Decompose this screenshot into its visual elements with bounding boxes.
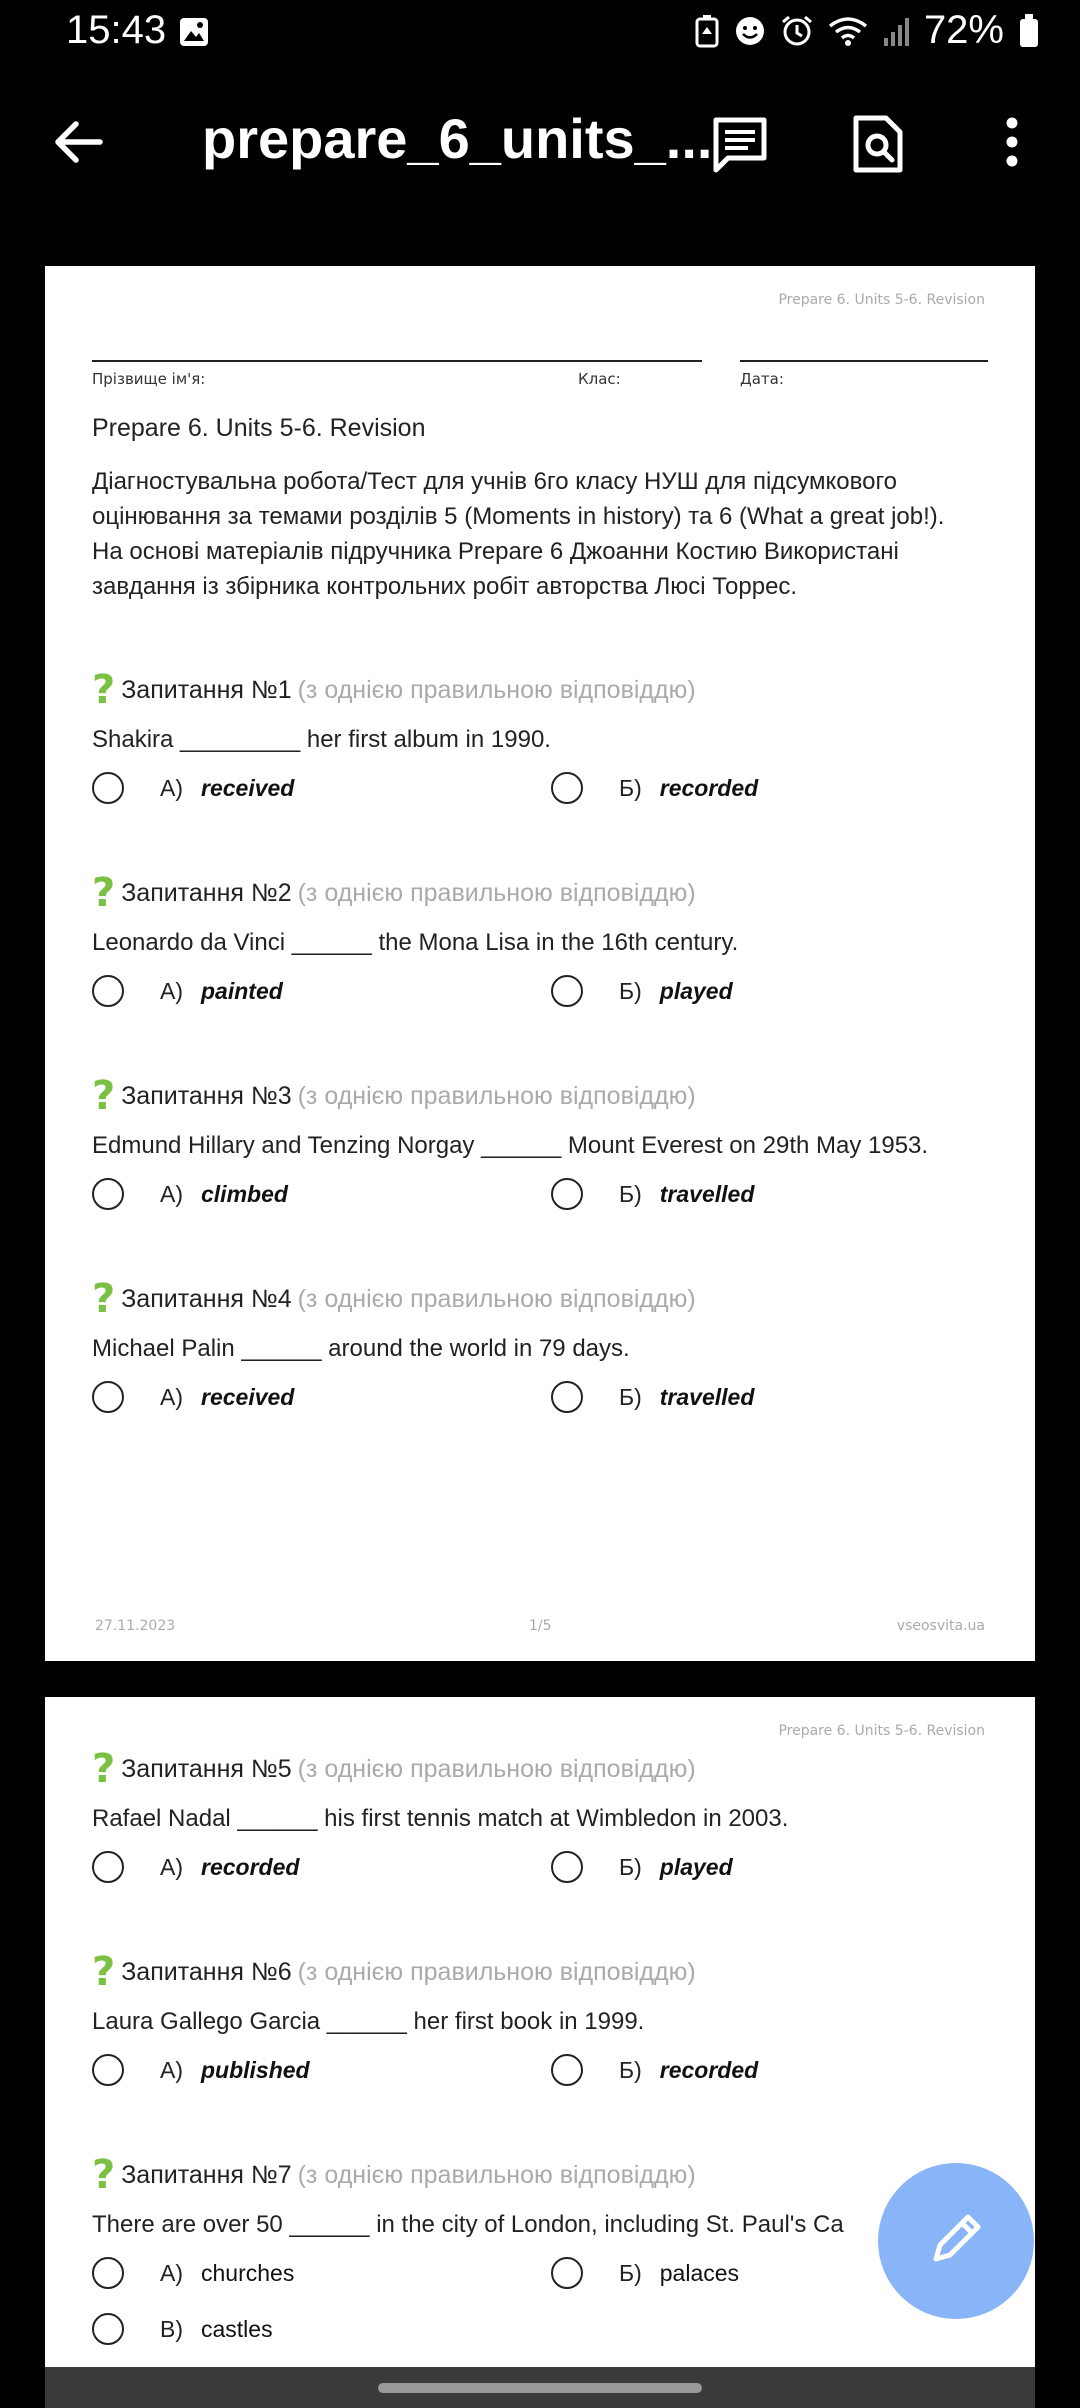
question-6: [92, 1949, 1012, 2098]
answer-option-a[interactable]: [92, 1381, 294, 1413]
radio-button[interactable]: [551, 1381, 583, 1413]
wifi-icon: [828, 14, 868, 48]
question-mark-icon: ?: [92, 667, 116, 713]
question-text: Leonardo da Vinci ______ the Mona Lisa in the 16th century.: [92, 929, 739, 956]
question-mark-icon: ?: [92, 1746, 116, 1792]
option-text: received: [201, 774, 295, 801]
question-title: Запитання №4: [121, 1284, 292, 1313]
page-header: Prepare 6. Units 5-6. Revision: [778, 1723, 985, 1739]
radio-button[interactable]: [92, 1851, 124, 1883]
option-letter: Б): [619, 1180, 642, 1207]
option-letter: А): [160, 977, 183, 1004]
option-text: palaces: [659, 2259, 740, 2286]
question-mark-icon: ?: [92, 870, 116, 916]
radio-button[interactable]: [92, 1381, 124, 1413]
answer-option-b[interactable]: [551, 975, 733, 1007]
question-title: Запитання №1: [121, 675, 292, 704]
question-1: [92, 667, 1012, 816]
question-hint: (з однією правильною відповіддю): [297, 675, 696, 704]
image-notification-icon: [178, 16, 210, 53]
answer-option-b[interactable]: [551, 2257, 739, 2289]
question-mark-icon: ?: [92, 1276, 116, 1322]
question-hint: (з однією правильною відповіддю): [297, 1284, 696, 1313]
footer-date: 27.11.2023: [95, 1618, 176, 1634]
document-title: prepare_6_units_...: [202, 107, 713, 170]
question-text: Rafael Nadal ______ his first tennis match at Wimbledon in 2003.: [92, 1805, 789, 1832]
footer-site: vseosvita.ua: [896, 1618, 985, 1634]
more-options-icon[interactable]: [1000, 116, 1024, 173]
question-text: Michael Palin ______ around the world in 79 days.: [92, 1335, 630, 1362]
option-text: travelled: [659, 1180, 755, 1207]
question-hint: (з однією правильною відповіддю): [297, 1957, 696, 1986]
radio-button[interactable]: [92, 975, 124, 1007]
class-line: [578, 360, 702, 362]
question-hint: (з однією правильною відповіддю): [297, 1754, 696, 1783]
battery-percent: 72%: [923, 8, 1004, 52]
answer-option-a[interactable]: [92, 2257, 294, 2289]
home-gesture-handle[interactable]: [378, 2383, 702, 2393]
radio-button[interactable]: [551, 1178, 583, 1210]
alarm-icon: [780, 14, 814, 48]
answer-option-b[interactable]: [551, 1381, 754, 1413]
name-label: Прізвище ім'я:: [92, 370, 206, 388]
option-text: recorded: [201, 1853, 300, 1880]
page-header: Prepare 6. Units 5-6. Revision: [778, 292, 985, 308]
answer-option-b[interactable]: [551, 1851, 733, 1883]
status-icons: [694, 8, 1040, 53]
answer-option-b[interactable]: [551, 1178, 754, 1210]
question-text: Laura Gallego Garcia ______ her first book in 1999.: [92, 2008, 645, 2035]
question-hint: (з однією правильною відповіддю): [297, 2160, 696, 2189]
class-label: Клас:: [578, 370, 621, 388]
radio-button[interactable]: [551, 2054, 583, 2086]
option-letter: А): [160, 774, 183, 801]
option-letter: Б): [619, 1853, 642, 1880]
question-mark-icon: ?: [92, 1073, 116, 1119]
option-letter: В): [160, 2315, 183, 2342]
option-letter: А): [160, 2259, 183, 2286]
back-arrow-icon[interactable]: [52, 116, 104, 173]
question-4: [92, 1276, 1012, 1425]
option-letter: Б): [619, 2056, 642, 2083]
question-mark-icon: ?: [92, 2152, 116, 2198]
option-letter: А): [160, 1180, 183, 1207]
option-letter: Б): [619, 1383, 642, 1410]
option-text: recorded: [659, 774, 759, 801]
battery-icon: [1018, 13, 1040, 49]
radio-button[interactable]: [551, 772, 583, 804]
answer-option-a[interactable]: [92, 975, 283, 1007]
option-text: painted: [201, 977, 283, 1004]
question-text: Edmund Hillary and Tenzing Norgay ______ Mount Everest on 29th May 1953.: [92, 1132, 929, 1159]
option-text: recorded: [659, 2056, 759, 2083]
question-hint: (з однією правильною відповіддю): [297, 1081, 696, 1110]
question-title: Запитання №7: [121, 2160, 292, 2189]
footer-page-number: 1/5: [529, 1618, 552, 1634]
answer-option-c[interactable]: [92, 2313, 273, 2345]
question-7: [92, 2152, 1012, 2357]
battery-saver-icon: [694, 14, 720, 48]
option-text: played: [659, 1853, 733, 1880]
navigation-bar: [45, 2367, 1035, 2408]
status-time: 15:43: [66, 8, 167, 52]
search-document-icon[interactable]: [850, 114, 906, 179]
radio-button[interactable]: [92, 1178, 124, 1210]
option-text: churches: [201, 2259, 295, 2286]
radio-button[interactable]: [551, 1851, 583, 1883]
pencil-icon: [924, 2207, 988, 2276]
answer-option-a[interactable]: [92, 772, 294, 804]
option-letter: Б): [619, 2259, 642, 2286]
option-text: published: [201, 2056, 310, 2083]
question-mark-icon: ?: [92, 1949, 116, 1995]
question-text: Shakira _________ her first album in 1990.: [92, 726, 551, 753]
answer-option-a[interactable]: [92, 2054, 310, 2086]
status-bar: [0, 0, 1080, 66]
doc-title: Prepare 6. Units 5-6. Revision: [92, 414, 426, 442]
question-title: Запитання №6: [121, 1957, 292, 1986]
app-bar: [0, 92, 1080, 192]
radio-button[interactable]: [92, 772, 124, 804]
answer-option-b[interactable]: [551, 2054, 758, 2086]
doc-description: Діагностувальна робота/Тест для учнів 6го класу НУШ для підсумкового оцінювання за темами розділів 5 (Moments in history) та 6 (What a great job!). На основі матеріалів підручника Prepare 6 Джоанни Костию Використані завдання із збірника контрольних робіт авторства Люсі Торрес.: [92, 468, 945, 600]
question-title: Запитання №2: [121, 878, 292, 907]
question-text: There are over 50 ______ in the city of London, including St. Paul's Ca: [92, 2211, 844, 2238]
radio-button[interactable]: [92, 2313, 124, 2345]
comments-icon[interactable]: [710, 114, 770, 179]
radio-button[interactable]: [92, 2257, 124, 2289]
answer-option-b[interactable]: [551, 772, 758, 804]
option-letter: А): [160, 1383, 183, 1410]
radio-button[interactable]: [92, 2054, 124, 2086]
emoji-icon: [734, 15, 766, 47]
answer-option-a[interactable]: [92, 1178, 288, 1210]
option-letter: Б): [619, 774, 642, 801]
question-5: [92, 1746, 1012, 1895]
answer-option-a[interactable]: [92, 1851, 299, 1883]
date-line: [740, 360, 988, 362]
option-letter: А): [160, 2056, 183, 2083]
name-line: [92, 360, 587, 362]
option-text: castles: [201, 2315, 273, 2342]
option-letter: А): [160, 1853, 183, 1880]
option-letter: Б): [619, 977, 642, 1004]
option-text: played: [659, 977, 733, 1004]
radio-button[interactable]: [551, 2257, 583, 2289]
document-page-1: [45, 266, 1035, 1661]
option-text: travelled: [659, 1383, 755, 1410]
date-label: Дата:: [740, 370, 784, 388]
question-3: [92, 1073, 1012, 1222]
radio-button[interactable]: [551, 975, 583, 1007]
option-text: climbed: [201, 1180, 288, 1207]
signal-icon: [882, 14, 910, 48]
question-title: Запитання №5: [121, 1754, 292, 1783]
edit-fab-button[interactable]: [878, 2163, 1034, 2319]
question-title: Запитання №3: [121, 1081, 292, 1110]
question-hint: (з однією правильною відповіддю): [297, 878, 696, 907]
question-2: [92, 870, 1012, 1019]
option-text: received: [201, 1383, 295, 1410]
